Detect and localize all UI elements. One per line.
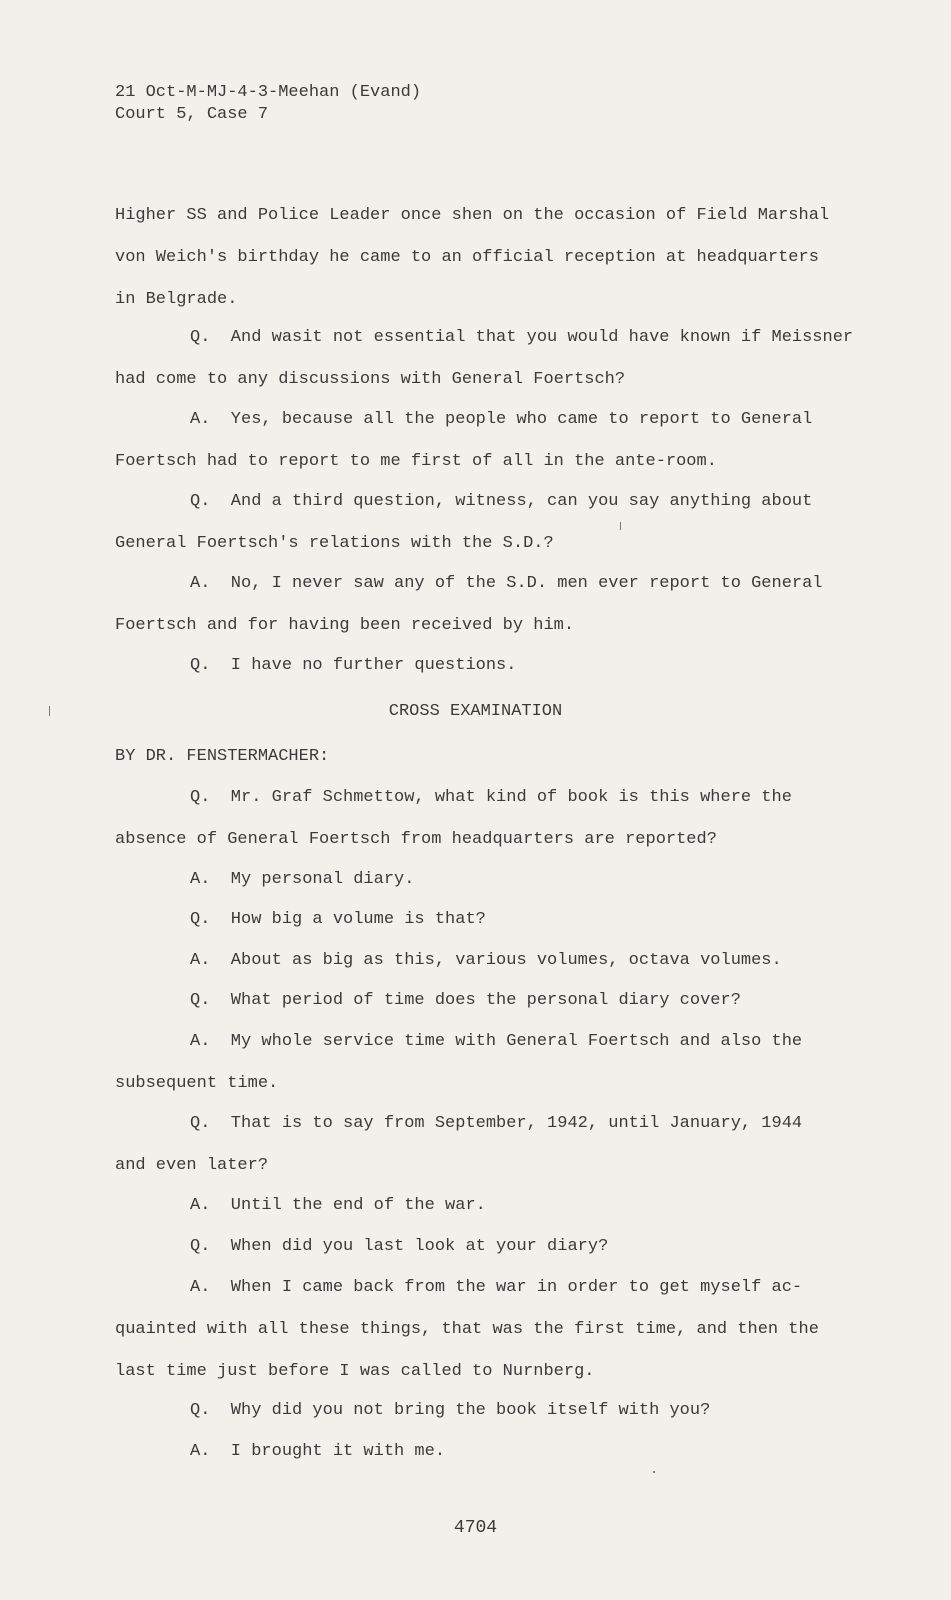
text-line: von Weich's birthday he came to an official reception at headquarters <box>115 248 819 267</box>
text-line: Q. I have no further questions. <box>190 656 517 675</box>
text-line: A. No, I never saw any of the S.D. men ever report to General <box>190 574 823 593</box>
text-line: A. I brought it with me. <box>190 1442 446 1461</box>
paragraph-18 <box>115 1431 855 1473</box>
text-line: Higher SS and Police Leader once shen on the occasion of Field Marshal <box>115 206 830 225</box>
header-court-case: Court 5, Case 7 <box>115 105 269 124</box>
text-line: in Belgrade. <box>115 290 238 309</box>
text-line: subsequent time. <box>115 1074 279 1093</box>
text-line: A. About as big as this, various volumes, octava volumes. <box>190 951 782 970</box>
paragraph-11 <box>115 980 855 1022</box>
text-line: Q. And a third question, witness, can you say anything about <box>190 492 813 511</box>
paragraph-10 <box>115 940 855 982</box>
paragraph-2 <box>115 317 855 401</box>
text-line: Foertsch and for having been received by him. <box>115 616 575 635</box>
text-line: A. My whole service time with General Foertsch and also the <box>190 1032 803 1051</box>
paragraph-3 <box>115 399 855 483</box>
examiner-line <box>115 736 855 778</box>
text-line: Q. When did you last look at your diary? <box>190 1237 609 1256</box>
paragraph-1 <box>115 195 855 321</box>
paragraph-8 <box>115 859 855 901</box>
text-line: A. My personal diary. <box>190 870 415 889</box>
text-line: quainted with all these things, that was the first time, and then the <box>115 1320 819 1339</box>
text-line: absence of General Foertsch from headquarters are reported? <box>115 830 717 849</box>
text-line: Foertsch had to report to me first of all in the ante-room. <box>115 452 717 471</box>
paragraph-16 <box>115 1267 855 1393</box>
text-line: General Foertsch's relations with the S.D.? <box>115 534 554 553</box>
paragraph-15 <box>115 1226 855 1268</box>
text-line: Q. Mr. Graf Schmettow, what kind of book is this where the <box>190 788 792 807</box>
document-header <box>115 82 421 126</box>
paragraph-6 <box>115 645 855 687</box>
paragraph-7 <box>115 777 855 861</box>
text-line: A. Until the end of the war. <box>190 1196 486 1215</box>
paragraph-17 <box>115 1390 855 1432</box>
paragraph-13 <box>115 1103 855 1187</box>
text-line: Q. That is to say from September, 1942, until January, 1944 <box>190 1114 803 1133</box>
paragraph-9 <box>115 899 855 941</box>
text-line: last time just before I was called to Nurnberg. <box>115 1362 595 1381</box>
paragraph-4 <box>115 481 855 565</box>
page-number: 4704 <box>453 1518 498 1538</box>
stray-mark <box>620 522 621 530</box>
header-reference: 21 Oct-M-MJ-4-3-Meehan (Evand) <box>115 83 422 102</box>
stray-mark <box>49 706 50 716</box>
paragraph-14 <box>115 1185 855 1227</box>
text-line: A. Yes, because all the people who came to report to General <box>190 410 813 429</box>
text-line: A. When I came back from the war in order to get myself ac- <box>190 1278 803 1297</box>
text-line: had come to any discussions with General Foertsch? <box>115 370 626 389</box>
section-title: CROSS EXAMINATION <box>388 702 563 721</box>
text-line: Q. And wasit not essential that you would have known if Meissner <box>190 328 854 347</box>
text-line: Q. What period of time does the personal diary cover? <box>190 991 741 1010</box>
paragraph-5 <box>115 563 855 647</box>
paragraph-12 <box>115 1021 855 1105</box>
text-line: and even later? <box>115 1156 269 1175</box>
text-line: Q. Why did you not bring the book itself with you? <box>190 1401 711 1420</box>
stray-mark <box>653 1471 655 1473</box>
text-line: Q. How big a volume is that? <box>190 910 486 929</box>
examiner-name: BY DR. FENSTERMACHER: <box>115 747 330 766</box>
